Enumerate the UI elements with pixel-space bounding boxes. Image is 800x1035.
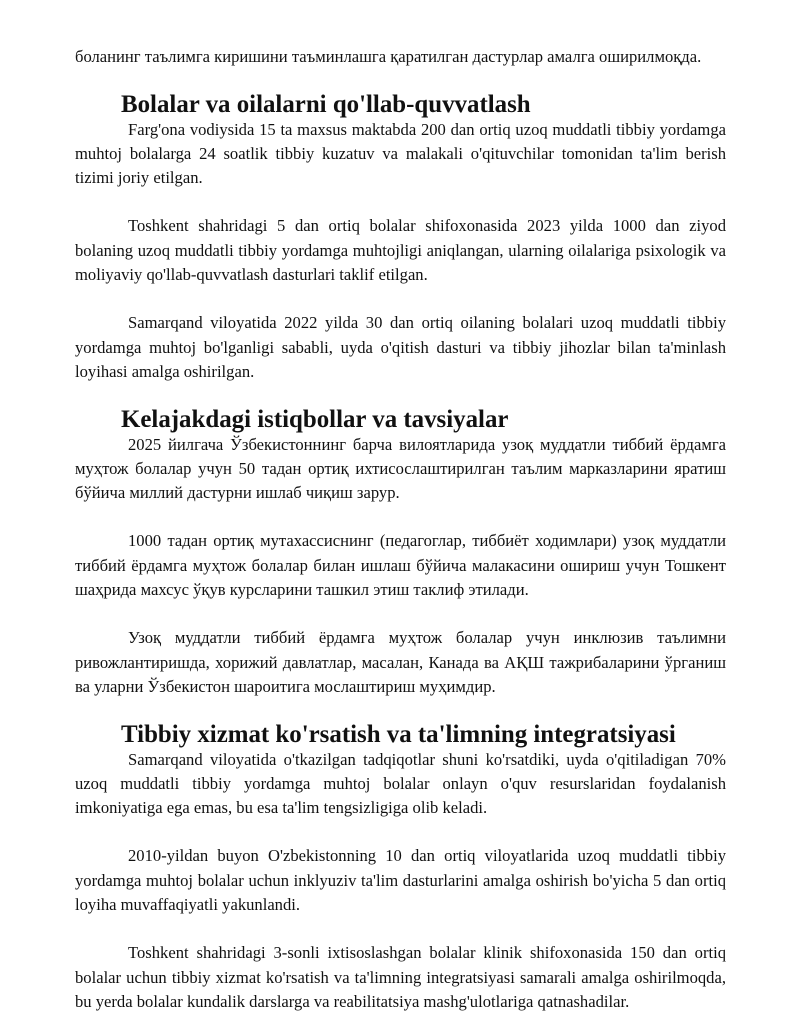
paragraph-specialists-training: 1000 тадан ортиқ мутахассиснинг (педагоглар, тиббиёт ходимлари) узоқ муддатли тиббий ёрдамга муҳтож болалар билан ишлаш бўйича малакасини ошириш учун Тошкент шаҳрида махсус ўқув курсларини ташкил этиш таклиф этилади. (75, 531, 726, 600)
paragraph-fergana: Farg'ona vodiysida 15 ta maxsus maktabda 200 dan ortiq uzoq muddatli tibbiy yordamga muhtoj bolalarga 24 soatlik tibbiy kuzatuv va malakali o'qituvchilar tomonidan ta'lim berish tizimi joriy etilgan. (75, 119, 726, 188)
paragraph-clinic-3: Toshkent shahridagi 3-sonli ixtisoslashgan bolalar klinik shifoxonasida 150 dan ortiq bolalar uchun tibbiy xizmat ko'rsatish va ta'limning integratsiyasi samarali amalga oshirilmoqda, bu yerda bolalar kundalik darslarga va reabilitatsiya mashg'ulotlariga qatnashadilar. (75, 943, 726, 1011)
paragraph-2010-projects: 2010-yildan buyon O'zbekistonning 10 dan ortiq viloyatlarida uzoq muddatli tibbiy yordamga muhtoj bolalar uchun inklyuziv ta'lim dasturlarini amalga oshirish bo'yicha 5 dan ortiq loyiha muvaffaqiyatli yakunlandi. (75, 846, 726, 915)
section-heading-integration: Tibbiy xizmat ko'rsatish va ta'limning integratsiyasi (121, 721, 676, 749)
paragraph-foreign-experience: Узоқ муддатли тиббий ёрдамга муҳтож болалар учун инклюзив таълимни ривожлантиришда, хорижий давлатлар, масалан, Канада ва АҚШ тажрибаларини ўрганиш ва уларни Ўзбекистон шароитига мослаштириш муҳимдир. (75, 628, 726, 696)
paragraph-tashkent-hospitals: Toshkent shahridagi 5 dan ortiq bolalar shifoxonasida 2023 yilda 1000 dan ziyod bolaning uzoq muddatli tibbiy yordamga muhtojligi aniqlangan, ularning oilalariga psixologik va moliyaviy qo'llab-quvvatlash dasturlari taklif etilgan. (75, 216, 726, 285)
paragraph-samarkand-research: Samarqand viloyatida o'tkazilgan tadqiqotlar shuni ko'rsatdiki, uyda o'qitiladigan 70% uzoq muddatli tibbiy yordamga muhtoj bolalar onlayn o'quv resurslaridan foydalanish imkoniyatiga ega emas, bu esa ta'lim tengsizligiga olib keladi. (75, 749, 726, 818)
paragraph-2025-centers: 2025 йилгача Ўзбекистоннинг барча вилоятларида узоқ муддатли тиббий ёрдамга муҳтож болалар учун 50 тадан ортиқ ихтисослаштирилган таълим марказларини яратиш бўйича миллий дастурни ишлаб чиқиш зарур. (75, 434, 726, 503)
paragraph-samarkand-home: Samarqand viloyatida 2022 yilda 30 dan ortiq oilaning bolalari uzoq muddatli tibbiy yordamga muhtoj bo'lganligi sababli, uyda o'qitish dasturi va tibbiy jihozlar bilan ta'minlash loyihasi amalga oshirilgan. (75, 313, 726, 381)
paragraph-continuation: боланинг таълимга киришини таъминлашга қаратилган дастурлар амалга оширилмоқда. (75, 47, 702, 66)
section-heading-prospects: Kelajakdagi istiqbollar va tavsiyalar (121, 406, 509, 434)
section-heading-support: Bolalar va oilalarni qo'llab-quvvatlash (121, 91, 531, 119)
document-page (75, 45, 726, 1014)
